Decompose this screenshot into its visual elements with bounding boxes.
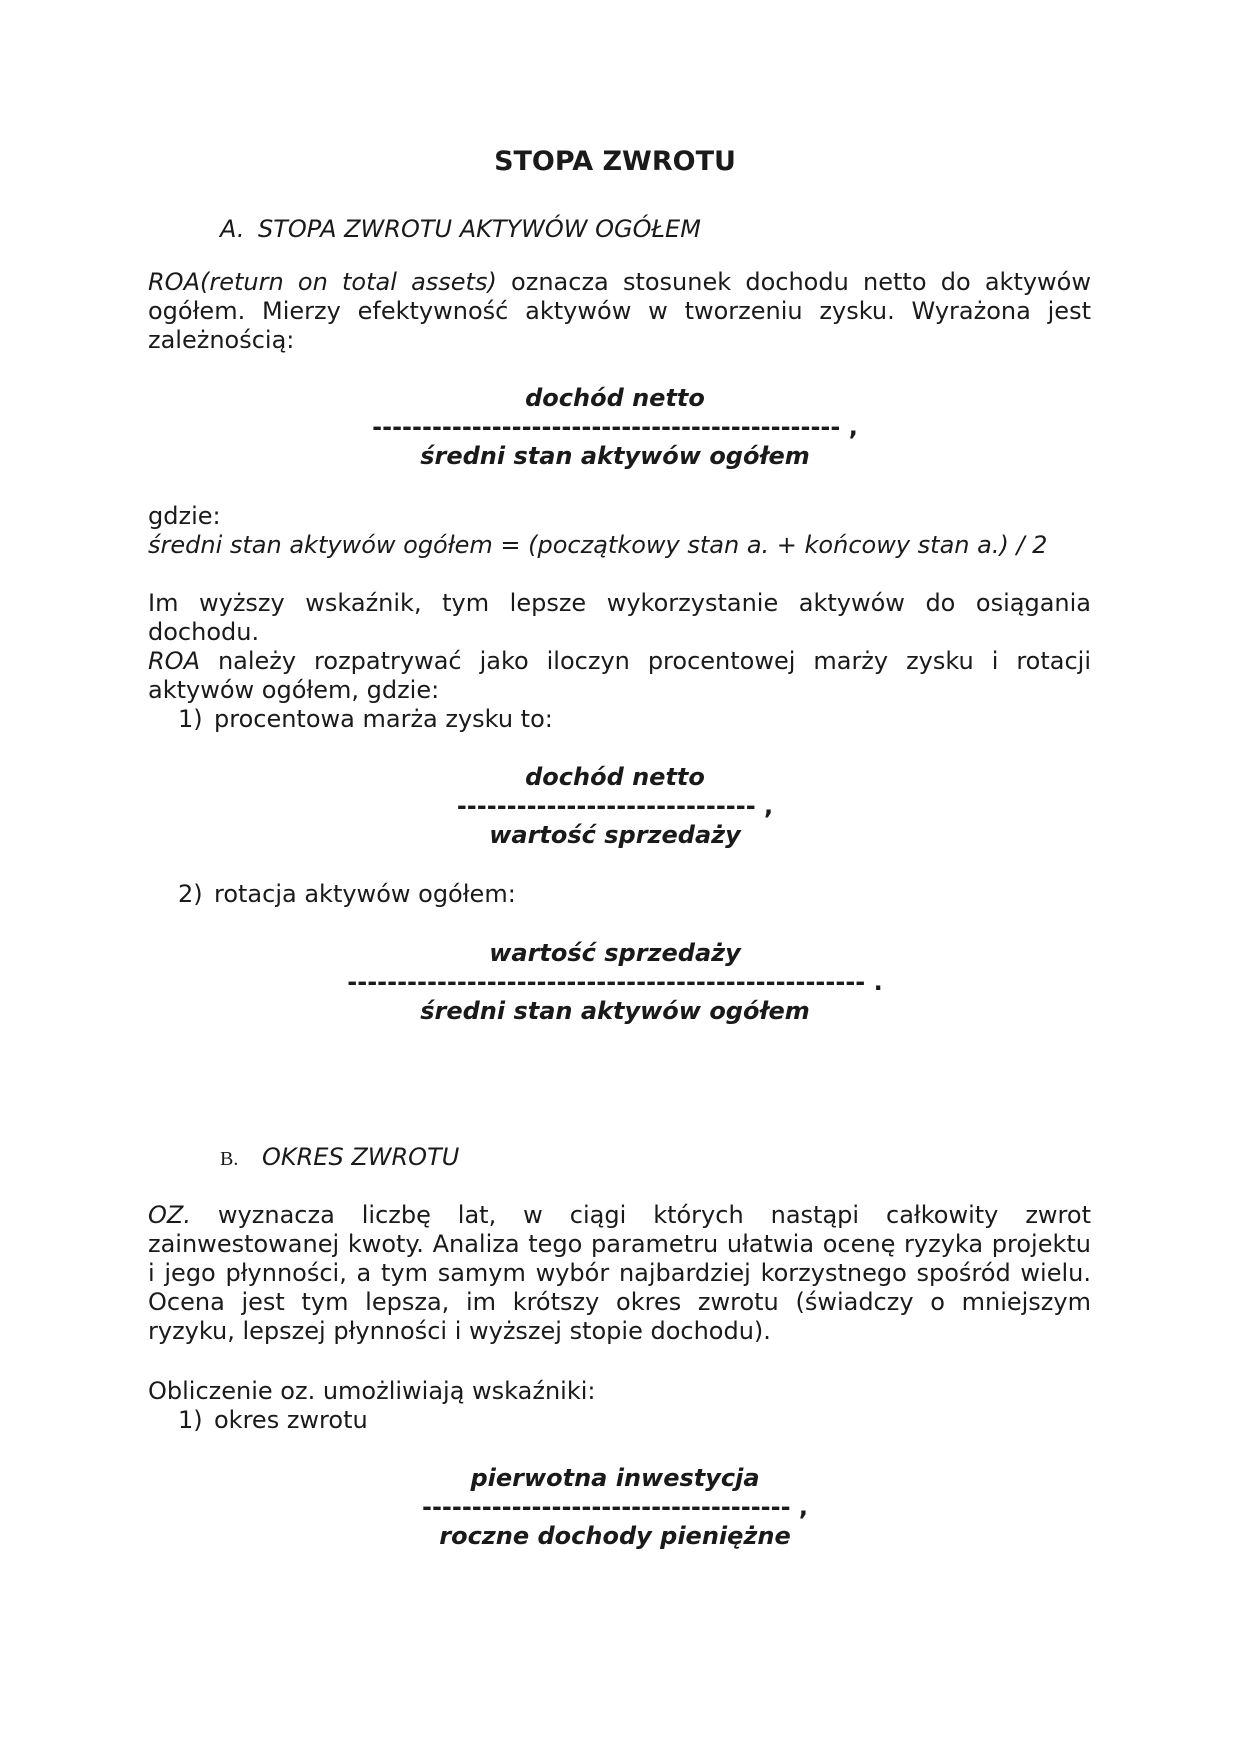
roa-term-2: ROA xyxy=(148,647,200,675)
payback-formula-numerator: pierwotna inwestycja xyxy=(470,1464,760,1492)
list-item xyxy=(178,880,516,909)
section-b-title: OKRES ZWROTU xyxy=(262,1143,460,1171)
payback-formula-denominator: roczne dochody pieniężne xyxy=(439,1522,791,1550)
section-b-heading xyxy=(220,1143,459,1171)
list-item-number: 2) xyxy=(178,880,203,908)
indicators-intro: Obliczenie oz. umożliwiają wskaźniki: xyxy=(148,1377,596,1405)
profit-margin-numerator: dochód netto xyxy=(525,763,705,791)
asset-turnover-numerator: wartość sprzedaży xyxy=(489,939,741,967)
payback-formula-fraction-line: ------------------------------------- , xyxy=(421,1493,809,1521)
list-item-number: 1) xyxy=(178,1406,203,1434)
roa-decomposition-text: należy rozpatrywać jako iloczyn procentowej marży zysku i rotacji aktywów ogółem, gdzie: xyxy=(148,647,1091,704)
payback-definition-text: wyznacza liczbę lat, w ciągi których nastąpi całkowity zwrot zainwestowanej kwoty. Analiza tego parametru ułatwia ocenę ryzyka projektu i jego płynności, a tym samym wybór najbardziej korzystnego spośród wielu. Ocena jest tym lepsza, im krótszy okres zwrotu (świadczy o mniejszym ryzyku, lepszej płynności i wyższej stopie dochodu). xyxy=(148,1201,1091,1345)
profit-margin-denominator: wartość sprzedaży xyxy=(489,821,741,849)
roa-decomposition-paragraph xyxy=(148,647,1091,705)
list-item xyxy=(178,705,553,734)
list-item xyxy=(178,1406,368,1435)
payback-definition-paragraph xyxy=(148,1201,1091,1346)
asset-turnover-denominator: średni stan aktywów ogółem xyxy=(420,997,810,1025)
average-assets-formula: średni stan aktywów ogółem = (początkowy stan a. + końcowy stan a.) / 2 xyxy=(148,531,1048,559)
list-item-text: okres zwrotu xyxy=(214,1406,368,1434)
page-title: STOPA ZWROTU xyxy=(494,146,736,177)
profit-margin-fraction-line: ------------------------------ , xyxy=(456,792,774,820)
roa-formula-fraction-line: ----------------------------------------------- , xyxy=(372,413,858,441)
section-b-letter: B. xyxy=(220,1148,239,1170)
asset-turnover-fraction-line: ---------------------------------------------------- . xyxy=(347,968,883,996)
section-a-title: STOPA ZWROTU AKTYWÓW OGÓŁEM xyxy=(258,215,701,243)
list-item-text: procentowa marża zysku to: xyxy=(214,705,553,733)
oz-term: OZ. xyxy=(148,1201,191,1229)
roa-definition-paragraph xyxy=(148,268,1091,355)
roa-formula-numerator: dochód netto xyxy=(525,384,705,412)
where-label: gdzie: xyxy=(148,502,221,530)
list-item-text: rotacja aktywów ogółem: xyxy=(214,880,516,908)
roa-formula-denominator: średni stan aktywów ogółem xyxy=(420,442,810,470)
roa-definition-text: oznacza stosunek dochodu netto do aktywów ogółem. Mierzy efektywność aktywów w tworzeniu zysku. Wyrażona jest zależnością: xyxy=(148,268,1091,354)
list-item-number: 1) xyxy=(178,705,203,733)
section-a-heading xyxy=(220,215,701,243)
roa-interpretation-paragraph: Im wyższy wskaźnik, tym lepsze wykorzystanie aktywów do osiągania dochodu. xyxy=(148,589,1091,646)
roa-term: ROA(return on total assets) xyxy=(148,268,497,296)
section-a-letter: A. xyxy=(220,215,245,243)
